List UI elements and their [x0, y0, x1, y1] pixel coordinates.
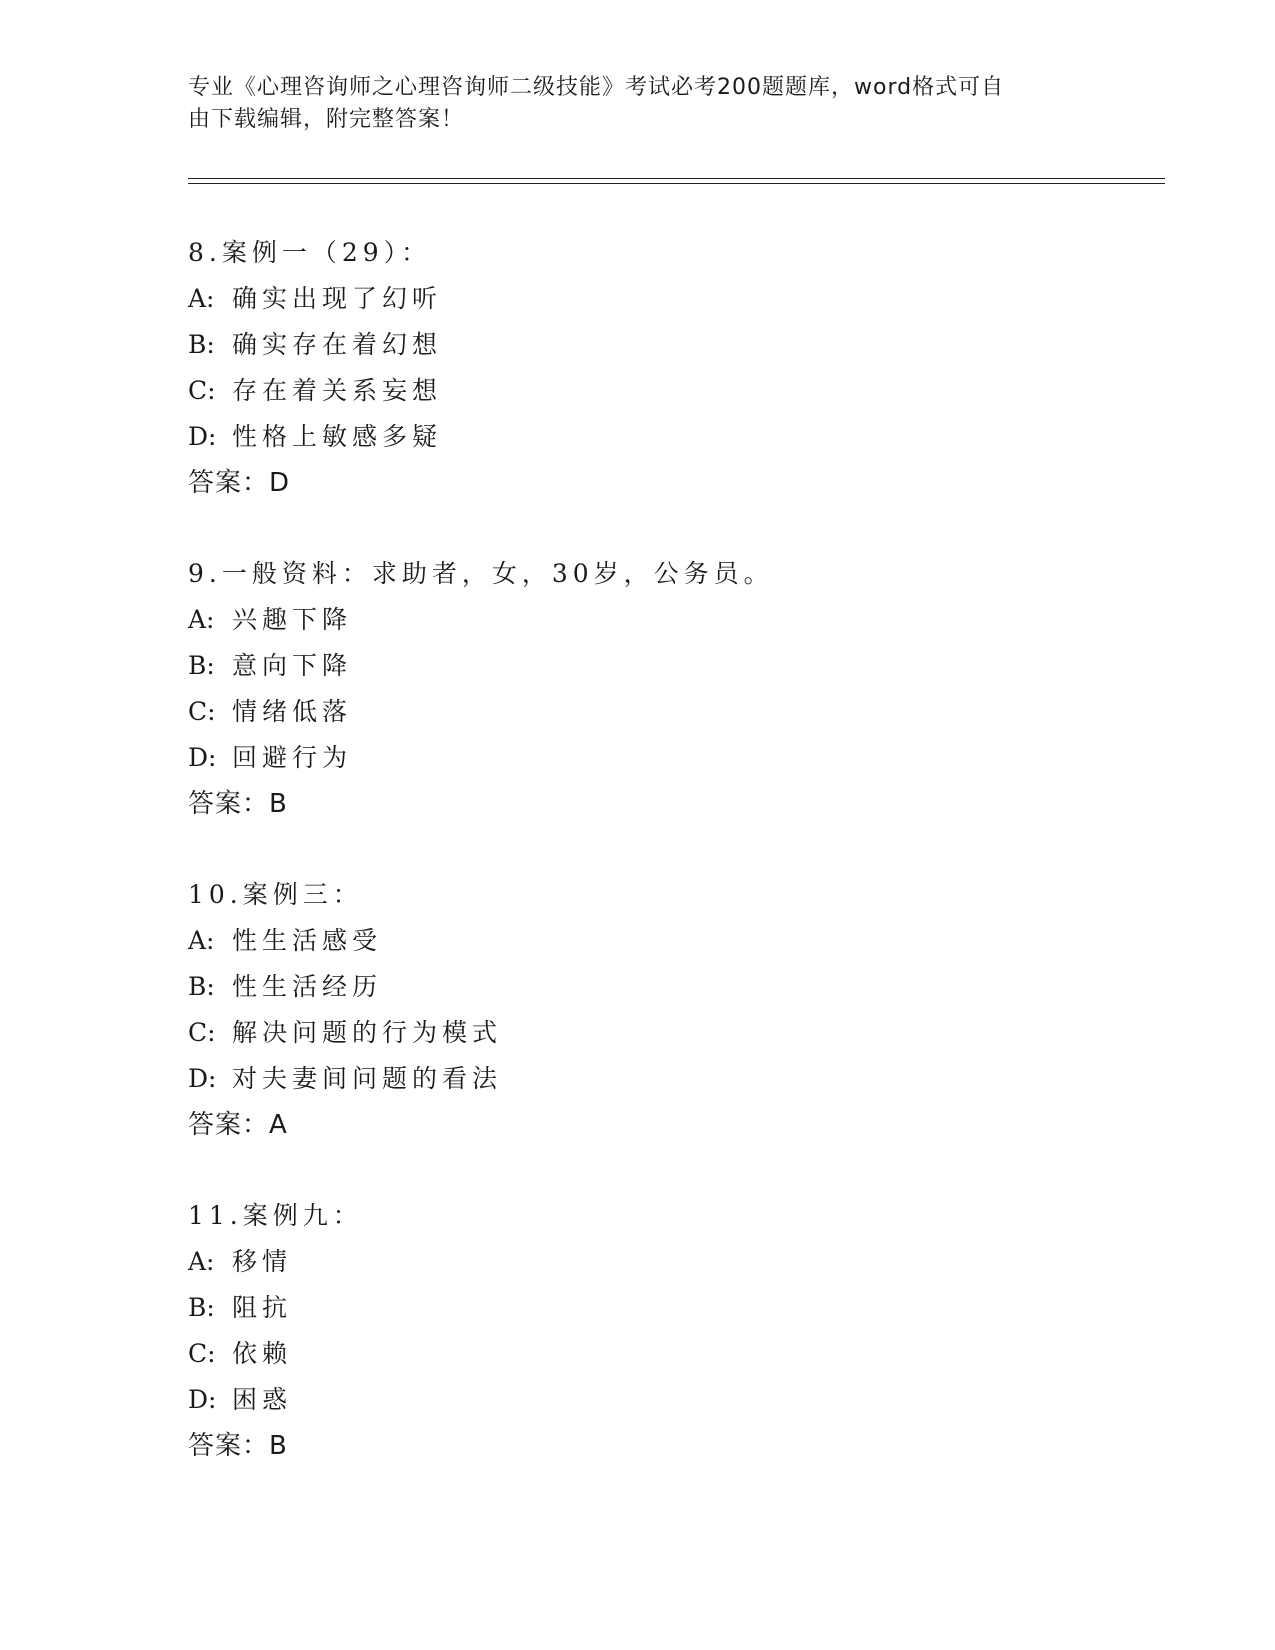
option-d [188, 1056, 502, 1102]
question-block [188, 230, 442, 506]
option-letter: C: [188, 376, 216, 405]
option-d [188, 1377, 363, 1423]
option-text: 依赖 [232, 1339, 293, 1368]
option-a [188, 1239, 363, 1285]
option-letter: B: [188, 651, 215, 680]
header-line-2: 由下载编辑，附完整答案！ [188, 107, 465, 132]
answer-line: 答案：D [188, 468, 291, 498]
option-letter: C: [188, 1339, 216, 1368]
option-text: 确实出现了幻听 [232, 284, 443, 313]
option-text: 移情 [232, 1247, 293, 1276]
option-text: 阻抗 [232, 1293, 293, 1322]
option-letter: A: [188, 926, 215, 955]
option-letter: B: [188, 330, 215, 359]
option-letter: A: [188, 284, 215, 313]
option-text: 兴趣下降 [232, 605, 353, 634]
option-letter: D: [188, 1385, 217, 1414]
option-text: 性格上敏感多疑 [232, 422, 443, 451]
option-text: 回避行为 [232, 743, 353, 772]
option-letter: D: [188, 1064, 217, 1093]
option-c [188, 1010, 502, 1056]
option-text: 存在着关系妄想 [232, 376, 443, 405]
option-d [188, 414, 442, 460]
option-text: 确实存在着幻想 [232, 330, 443, 359]
header-line-1: 专业《心理咨询师之心理咨询师二级技能》考试必考200题题库，word格式可自 [188, 75, 1005, 100]
option-text: 情绪低落 [232, 697, 353, 726]
header-divider-top [188, 178, 1165, 179]
question-stem: 9.一般资料：求助者，女，30岁，公务员。 [188, 559, 774, 588]
option-letter: C: [188, 1018, 216, 1047]
option-letter: B: [188, 972, 215, 1001]
option-b [188, 322, 442, 368]
option-b [188, 964, 502, 1010]
option-letter: C: [188, 697, 216, 726]
option-text: 困惑 [232, 1385, 293, 1414]
question-block [188, 551, 774, 827]
header-divider-bottom [188, 183, 1165, 184]
question-block [188, 872, 502, 1148]
question-block [188, 1193, 363, 1469]
option-text: 性生活经历 [232, 972, 383, 1001]
option-text: 解决问题的行为模式 [232, 1018, 503, 1047]
answer-line: 答案：B [188, 1431, 288, 1461]
option-a [188, 918, 502, 964]
option-a [188, 276, 442, 322]
option-c [188, 1331, 363, 1377]
option-c [188, 368, 442, 414]
option-c [188, 689, 774, 735]
option-letter: A: [188, 1247, 215, 1276]
option-b [188, 1285, 363, 1331]
option-text: 意向下降 [232, 651, 353, 680]
option-letter: D: [188, 422, 217, 451]
question-stem: 11.案例九： [188, 1201, 363, 1230]
question-stem: 10.案例三： [188, 880, 363, 909]
option-letter: A: [188, 605, 215, 634]
answer-line: 答案：A [188, 1110, 288, 1140]
option-a [188, 597, 774, 643]
option-letter: B: [188, 1293, 215, 1322]
option-d [188, 735, 774, 781]
answer-line: 答案：B [188, 789, 288, 819]
document-header [188, 72, 1088, 136]
option-b [188, 643, 774, 689]
option-letter: D: [188, 743, 217, 772]
option-text: 性生活感受 [232, 926, 383, 955]
option-text: 对夫妻间问题的看法 [232, 1064, 503, 1093]
question-stem: 8.案例一（29）： [188, 238, 432, 267]
